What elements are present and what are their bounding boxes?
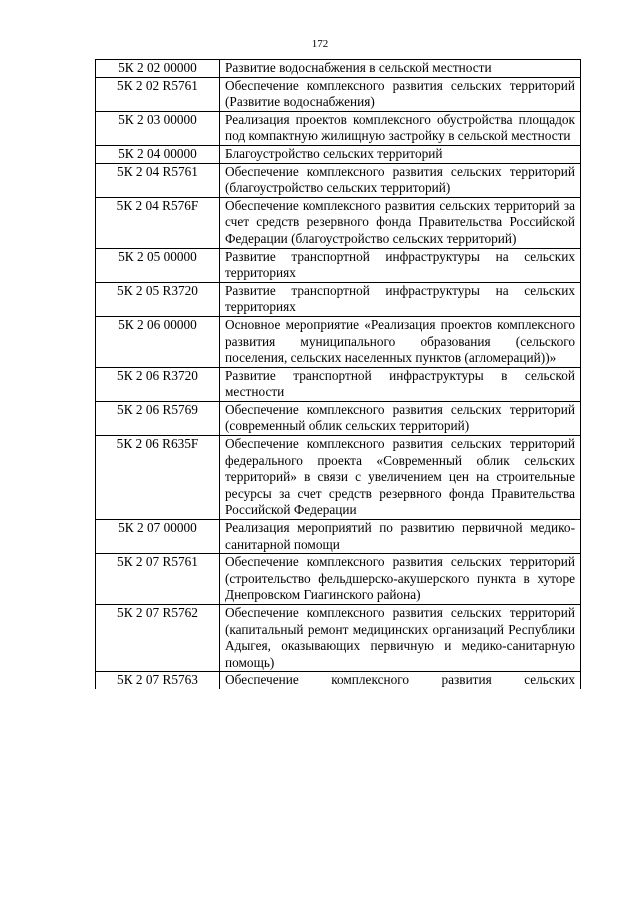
code-cell: 5К 2 04 R5761: [96, 163, 220, 197]
name-cell: Реализация проектов комплексного обустройства площадок под компактную жилищную застройку в сельской местности: [220, 111, 581, 145]
table-row: [96, 197, 581, 248]
name-cell: Обеспечение комплексного развития сельских территорий (благоустройство сельских территорий): [220, 163, 581, 197]
table-row: [96, 282, 581, 316]
table-row: [96, 554, 581, 605]
name-cell: Развитие водоснабжения в сельской местности: [220, 60, 581, 78]
table-body: [96, 60, 581, 689]
name-cell: Обеспечение комплексного развития сельских территорий федерального проекта «Современный облик сельских территорий» в связи с увеличением цен на строительные ресурсы за счет средств резервного фонда Правительства Российской Федерации: [220, 436, 581, 520]
code-cell: 5К 2 07 R5762: [96, 605, 220, 672]
table-row: [96, 145, 581, 163]
table-row: [96, 316, 581, 367]
code-cell: 5К 2 05 R3720: [96, 282, 220, 316]
code-cell: 5К 2 06 00000: [96, 316, 220, 367]
code-cell: 5К 2 07 R5763: [96, 672, 220, 689]
code-cell: 5К 2 04 R576F: [96, 197, 220, 248]
name-cell: Обеспечение комплексного развития сельских территорий (современный облик сельских территорий): [220, 401, 581, 435]
table-row: [96, 672, 581, 689]
code-cell: 5К 2 06 R3720: [96, 367, 220, 401]
code-cell: 5К 2 07 00000: [96, 520, 220, 554]
table-row: [96, 77, 581, 111]
table-row: [96, 605, 581, 672]
table-row: [96, 401, 581, 435]
name-cell: Обеспечение комплексного развития сельских территорий (Развитие водоснабжения): [220, 77, 581, 111]
code-cell: 5К 2 02 R5761: [96, 77, 220, 111]
table-row: [96, 60, 581, 78]
table-row: [96, 520, 581, 554]
name-cell: Обеспечение комплексного развития сельских территорий (строительство фельдшерско-акушерского пункта в хуторе Днепровском Гиагинского района): [220, 554, 581, 605]
code-cell: 5К 2 07 R5761: [96, 554, 220, 605]
name-cell: Основное мероприятие «Реализация проектов комплексного развития муниципального образования (сельского поселения, сельских населенных пунктов (агломераций))»: [220, 316, 581, 367]
code-cell: 5К 2 06 R635F: [96, 436, 220, 520]
name-cell: Реализация мероприятий по развитию первичной медико-санитарной помощи: [220, 520, 581, 554]
table-row: [96, 163, 581, 197]
name-cell: Обеспечение комплексного развития сельских территорий (капитальный ремонт медицинских организаций Республики Адыгея, оказывающих первичную и медико-санитарную помощь): [220, 605, 581, 672]
name-cell: Развитие транспортной инфраструктуры на сельских территориях: [220, 282, 581, 316]
page-number: 172: [311, 38, 329, 50]
code-cell: 5К 2 04 00000: [96, 145, 220, 163]
table-row: [96, 367, 581, 401]
name-cell: Благоустройство сельских территорий: [220, 145, 581, 163]
name-cell: Развитие транспортной инфраструктуры на сельских территориях: [220, 248, 581, 282]
code-cell: 5К 2 03 00000: [96, 111, 220, 145]
code-cell: 5К 2 02 00000: [96, 60, 220, 78]
code-cell: 5К 2 05 00000: [96, 248, 220, 282]
table-row: [96, 111, 581, 145]
table-row: [96, 248, 581, 282]
code-cell: 5К 2 06 R5769: [96, 401, 220, 435]
name-cell: Обеспечение комплексного развития сельских: [220, 672, 581, 689]
name-cell: Развитие транспортной инфраструктуры в сельской местности: [220, 367, 581, 401]
budget-classification-table: [95, 59, 581, 689]
table-row: [96, 436, 581, 520]
name-cell: Обеспечение комплексного развития сельских территорий за счет средств резервного фонда Правительства Российской Федерации (благоустройство сельских территорий): [220, 197, 581, 248]
